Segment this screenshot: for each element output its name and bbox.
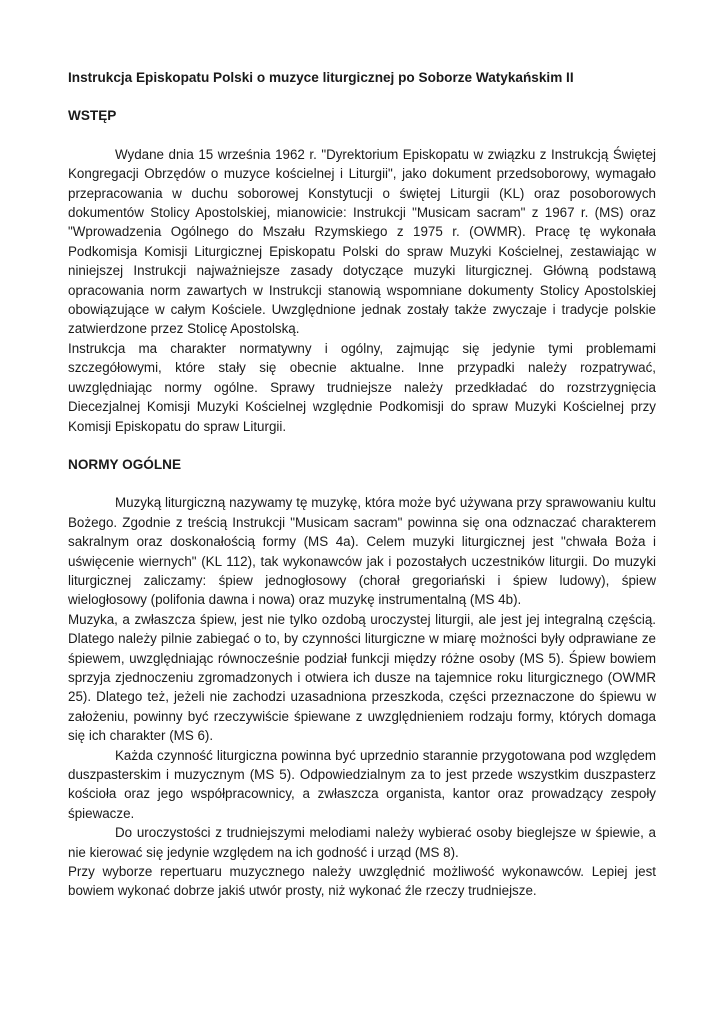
document-title: Instrukcja Episkopatu Polski o muzyce liturgicznej po Soborze Watykańskim II	[68, 70, 574, 85]
section-normy-ogolne	[68, 455, 656, 901]
section-wstep	[68, 106, 656, 436]
section-heading-normy-ogolne: NORMY OGÓLNE	[68, 456, 182, 472]
document-page	[68, 68, 656, 901]
paragraph: Do uroczystości z trudniejszymi melodiami należy wybierać osoby bieglejsze w śpiewie, a nie kierować się jedynie względem na ich godność i urząd (MS 8).	[68, 825, 656, 860]
paragraph: Przy wyborze repertuaru muzycznego należy uwzględnić możliwość wykonawców. Lepiej jest bowiem wykonać dobrze jakiś utwór prosty, niż wykonać źle rzeczy trudniejsze.	[68, 864, 656, 899]
paragraph: Muzyką liturgiczną nazywamy tę muzykę, która może być używana przy sprawowaniu kultu Bożego. Zgodnie z treścią Instrukcji "Musicam sacram" powinna się ona odznaczać charakterem sakralnym oraz doskonałością formy (MS 4a). Celem muzyki liturgicznej jest "chwała Boża i uświęcenie wiernych" (KL 112), tak wykonawców jak i pozostałych uczestników liturgii. Do muzyki liturgicznej zaliczamy: śpiew jednogłosowy (chorał gregoriański i śpiew ludowy), śpiew wielogłosowy (polifonia dawna i nowa) oraz muzykę instrumentalną (MS 4b).	[68, 495, 656, 608]
paragraph: Instrukcja ma charakter normatywny i ogólny, zajmując się jedynie tymi problemami szczegółowymi, które stały się obecnie aktualne. Inne przypadki należy rozpatrywać, uwzględniając normy ogólne. Sprawy trudniejsze należy przedkładać do rozstrzygnięcia Diecezjalnej Komisji Muzyki Kościelnej względnie Podkomisji do spraw Muzyki Kościelnej przy Komisji Episkopatu do spraw Liturgii.	[68, 340, 656, 434]
paragraph: Każda czynność liturgiczna powinna być uprzednio starannie przygotowana pod względem duszpasterskim i muzycznym (MS 5). Odpowiedzialnym za to jest przede wszystkim duszpasterz kościoła oraz jego współpracownicy, a zwłaszcza organista, kantor oraz prowadzący zespoły śpiewacze.	[68, 747, 656, 821]
paragraph: Muzyka, a zwłaszcza śpiew, jest nie tylko ozdobą uroczystej liturgii, ale jest jej integralną częścią. Dlatego należy pilnie zabiegać o to, by czynności liturgiczne w miarę możności były odprawiane ze śpiewem, uwzględniając równocześnie podział funkcji między różne osoby (MS 5). Śpiew bowiem sprzyja zjednoczeniu zgromadzonych i otwiera ich dusze na tajemnice roku liturgicznego (OWMR 25). Dlatego też, jeżeli nie zachodzi uzasadniona przeszkoda, części przeznaczone do śpiewu w założeniu, powinny być rzeczywiście śpiewane z uwzględnieniem rodzaju formy, których domaga się ich charakter (MS 6).	[68, 611, 656, 744]
section-heading-wstep: WSTĘP	[68, 108, 117, 124]
paragraph: Wydane dnia 15 września 1962 r. "Dyrektorium Episkopatu w związku z Instrukcją Świętej Kongregacji Obrzędów o muzyce kościelnej i Liturgii", jako dokument przedsoborowy, wymagało przepracowania w duchu soborowej Konstytucji o świętej Liturgii (KL) oraz posoborowych dokumentów Stolicy Apostolskiej, mianowicie: Instrukcji "Musicam sacram" z 1967 r. (MS) oraz "Wprowadzenia Ogólnego do Mszału Rzymskiego z 1975 r. (OWMR). Pracę tę wykonała Podkomisja Komisji Liturgicznej Episkopatu Polski do spraw Muzyki Kościelnej, zestawiając w niniejszej Instrukcji najważniejsze zasady dotyczące muzyki liturgicznej. Główną podstawą opracowania norm zawartych w Instrukcji stanowią wspomniane dokumenty Stolicy Apostolskiej obowiązujące w całym Kościele. Uwzględnione jednak zostały także zwyczaje i tradycje polskie zatwierdzone przez Stolicę Apostolską.	[68, 146, 656, 337]
